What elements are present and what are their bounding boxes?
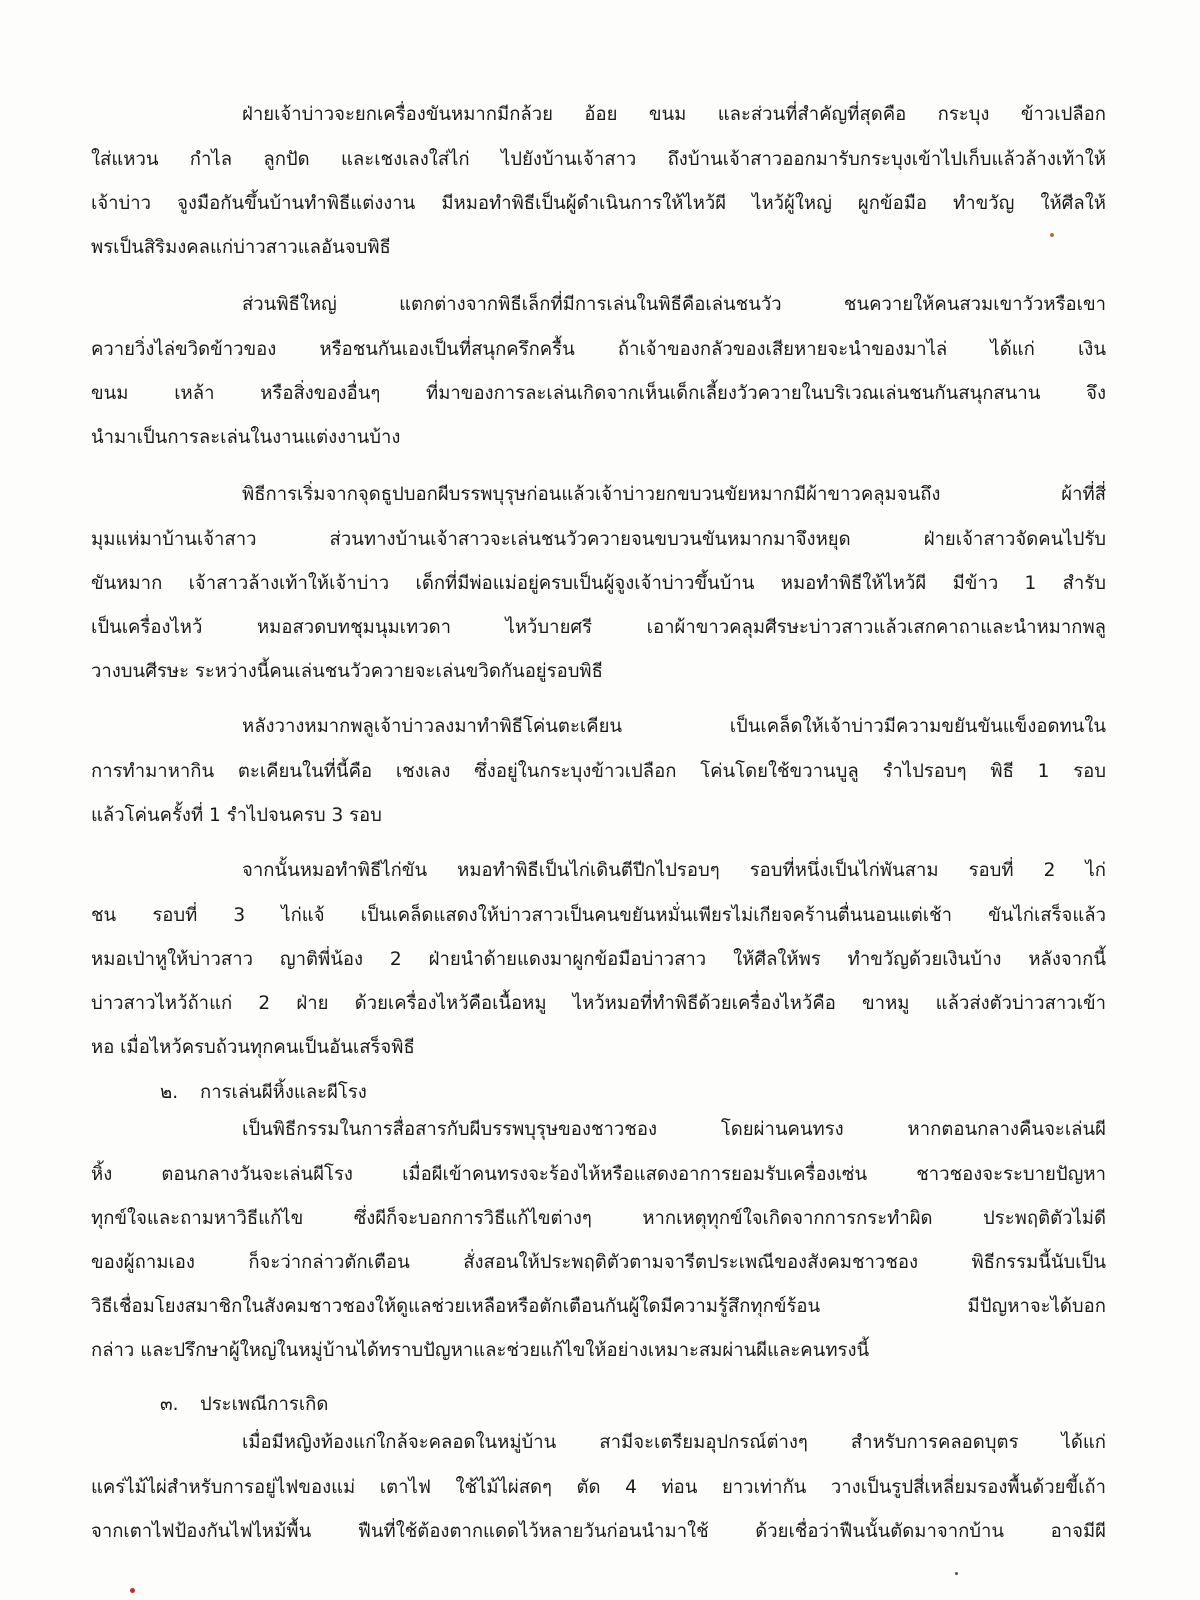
text-line: เจ้าบ่าว จูงมือกันขึ้นบ้านทำพิธีแต่งงาน มีหมอทำพิธีเป็นผู้ดำเนินการให้ไหว้ผี ไหว้ผู้ใหญ่ ผูกข้อมือ ทำขวัญ ให้ศีลให้ bbox=[91, 193, 1106, 214]
text-line: พรเป็นสิริมงคลแก่บ่าวสาวแลอันจบพิธี bbox=[91, 237, 391, 258]
text-line: จากนั้นหมอทำพิธีไก่ขัน หมอทำพิธีเป็นไก่เดินตีปีกไปรอบๆ รอบที่หนึ่งเป็นไก่พันสาม รอบที่ 2 ไก่ bbox=[242, 860, 1106, 881]
text-line: จากเตาไฟป้องกันไฟไหม้พื้น ฟืนที่ใช้ต้องตากแดดไว้หลายวันก่อนนำมาใช้ ด้วยเชื่อว่าฟืนนั้นตัดมาจากบ้าน อาจมีผี bbox=[91, 1521, 1106, 1542]
text-line: ฝ่ายเจ้าบ่าวจะยกเครื่องขันหมากมีกล้วย อ้อย ขนม และส่วนที่สำคัญที่สุดคือ กระบุง ข้าวเปลือก bbox=[242, 104, 1106, 125]
text-line: บ่าวสาวไหว้ถ้าแก่ 2 ฝ่าย ด้วยเครื่องไหว้คือเนื้อหมู ไหว้หมอที่ทำพิธีด้วยเครื่องไหว้คือ ขาหมู แล้วส่งตัวบ่าวสาวเข้า bbox=[91, 993, 1106, 1014]
text-line: วางบนศีรษะ ระหว่างนี้คนเล่นชนวัวควายจะเล่นขวิดกันอยู่รอบพิธี bbox=[91, 661, 603, 682]
text-line: การทำมาหากิน ตะเคียนในที่นี้คือ เชงเลง ซึ่งอยู่ในกระบุงข้าวเปลือก โค่นโดยใช้ขวานบูลู รำไปรอบๆ พิธี 1 รอบ bbox=[91, 761, 1106, 782]
text-line: นำมาเป็นการละเล่นในงานแต่งงานบ้าง bbox=[91, 427, 401, 448]
text-line: หิ้ง ตอนกลางวันจะเล่นผีโรง เมื่อผีเข้าคนทรงจะร้องไห้หรือแสดงอาการยอมรับเครื่องเซ่น ชาวชองจะระบายปัญหา bbox=[91, 1164, 1106, 1185]
text-line: เมื่อมีหญิงท้องแก่ใกล้จะคลอดในหมู่บ้าน สามีจะเตรียมอุปกรณ์ต่างๆ สำหรับการคลอดบุตร ได้แก่ bbox=[242, 1432, 1106, 1453]
text-line: ควายวิ่งไล่ขวิดข้าวของ หรือชนกันเองเป็นที่สนุกครึกครื้น ถ้าเจ้าของกลัวของเสียหายจะนำของมาไล่ ได้แก่ เงิน bbox=[91, 339, 1106, 360]
text-line: ใส่แหวน กำไล ลูกปัด และเชงเลงใส่ไก่ ไปยังบ้านเจ้าสาว ถึงบ้านเจ้าสาวออกมารับกระบุงเข้าไปเก็บแล้วล้างเท้าให้ bbox=[91, 149, 1106, 170]
section-number: ๓. bbox=[160, 1394, 179, 1415]
scan-speck bbox=[955, 1572, 958, 1575]
text-line: ชน รอบที่ 3 ไก่แจ้ เป็นเคล็ดแสดงให้บ่าวสาวเป็นคนขยันหมั่นเพียรไม่เกียจคร้านตื่นนอนแต่เช้า ขันไก่เสร็จแล้ว bbox=[91, 905, 1106, 926]
section-title: ประเพณีการเกิด bbox=[200, 1394, 329, 1415]
scan-speck bbox=[1050, 233, 1054, 237]
section-title: การเล่นผีหิ้งและผีโรง bbox=[200, 1082, 367, 1103]
text-line: แคร่ไม้ไผ่สำหรับการอยู่ไฟของแม่ เตาไฟ ใช้ไม้ไผ่สดๆ ตัด 4 ท่อน ยาวเท่ากัน วางเป็นรูปสี่เหลี่ยมรองพื้นด้วยขี้เถ้า bbox=[91, 1477, 1106, 1498]
text-line: ของผู้ถามเอง ก็จะว่ากล่าวตักเตือน สั่งสอนให้ประพฤติตัวตามจารีตประเพณีของสังคมชาวชอง พิธีกรรมนี้นับเป็น bbox=[91, 1252, 1106, 1273]
text-line: หลังวางหมากพลูเจ้าบ่าวลงมาทำพิธีโค่นตะเคียน เป็นเคล็ดให้เจ้าบ่าวมีความขยันขันแข็งอดทนใน bbox=[242, 716, 1106, 737]
scan-speck bbox=[130, 1588, 135, 1593]
text-line: ทุกข์ใจและถามหาวิธีแก้ไข ซึ่งผีก็จะบอกการวิธีแก้ไขต่างๆ หากเหตุทุกข์ใจเกิดจากการกระทำผิด ประพฤติตัวไม่ดี bbox=[91, 1208, 1106, 1229]
section-heading bbox=[160, 1390, 328, 1420]
text-line: พิธีการเริ่มจากจุดธูปบอกผีบรรพบุรุษก่อนแล้วเจ้าบ่าวยกขบวนขัยหมากมีผ้าขาวคลุมจนถึง ผ้าที่สี่ bbox=[242, 484, 1106, 505]
text-line: แล้วโค่นครั้งที่ 1 รำไปจนครบ 3 รอบ bbox=[91, 805, 382, 826]
text-line: หอ เมื่อไหว้ครบถ้วนทุกคนเป็นอันเสร็จพิธี bbox=[91, 1037, 415, 1058]
text-line: ขนม เหล้า หรือสิ่งของอื่นๆ ที่มาของการละเล่นเกิดจากเห็นเด็กเลี้ยงวัวควายในบริเวณเล่นชนกันสนุกสนาน จึง bbox=[91, 383, 1106, 404]
text-line: เป็นพิธีกรรมในการสื่อสารกับผีบรรพบุรุษของชาวชอง โดยผ่านคนทรง หากตอนกลางคืนจะเล่นผี bbox=[242, 1119, 1106, 1140]
text-line: วิธีเชื่อมโยงสมาชิกในสังคมชาวชองให้ดูแลช่วยเหลือหรือตักเตือนกันผู้ใดมีความรู้สึกทุกข์ร้อน มีปัญหาจะได้บอก bbox=[91, 1296, 1106, 1317]
text-line: หมอเป่าหูให้บ่าวสาว ญาติพี่น้อง 2 ฝ่ายนำด้ายแดงมาผูกข้อมือบ่าวสาว ให้ศีลให้พร ทำขวัญด้วยเงินบ้าง หลังจากนี้ bbox=[91, 949, 1106, 970]
text-line: กล่าว และปรึกษาผู้ใหญ่ในหมู่บ้านได้ทราบปัญหาและช่วยแก้ไขให้อย่างเหมาะสมผ่านผีและคนทรงนี้ bbox=[91, 1340, 870, 1361]
text-line: มุมแห่มาบ้านเจ้าสาว ส่วนทางบ้านเจ้าสาวจะเล่นชนวัวควายจนขบวนขันหมากมาจึงหยุด ฝ่ายเจ้าสาวจัดคนไปรับ bbox=[91, 529, 1106, 550]
text-line: ส่วนพิธีใหญ่ แตกต่างจากพิธีเล็กที่มีการเล่นในพิธีคือเล่นชนวัว ชนควายให้คนสวมเขาวัวหรือเขา bbox=[242, 294, 1106, 315]
text-line: เป็นเครื่องไหว้ หมอสวดบทชุมนุมเทวดา ไหว้บายศรี เอาผ้าขาวคลุมศีรษะบ่าวสาวแล้วเสกคาถาและนำหมากพลู bbox=[91, 617, 1106, 638]
section-heading bbox=[160, 1078, 367, 1108]
text-line: ขันหมาก เจ้าสาวล้างเท้าให้เจ้าบ่าว เด็กที่มีพ่อแม่อยู่ครบเป็นผู้จูงเจ้าบ่าวขึ้นบ้าน หมอทำพิธีให้ไหว้ผี มีข้าว 1 สำรับ bbox=[91, 573, 1106, 594]
section-number: ๒. bbox=[160, 1082, 179, 1103]
